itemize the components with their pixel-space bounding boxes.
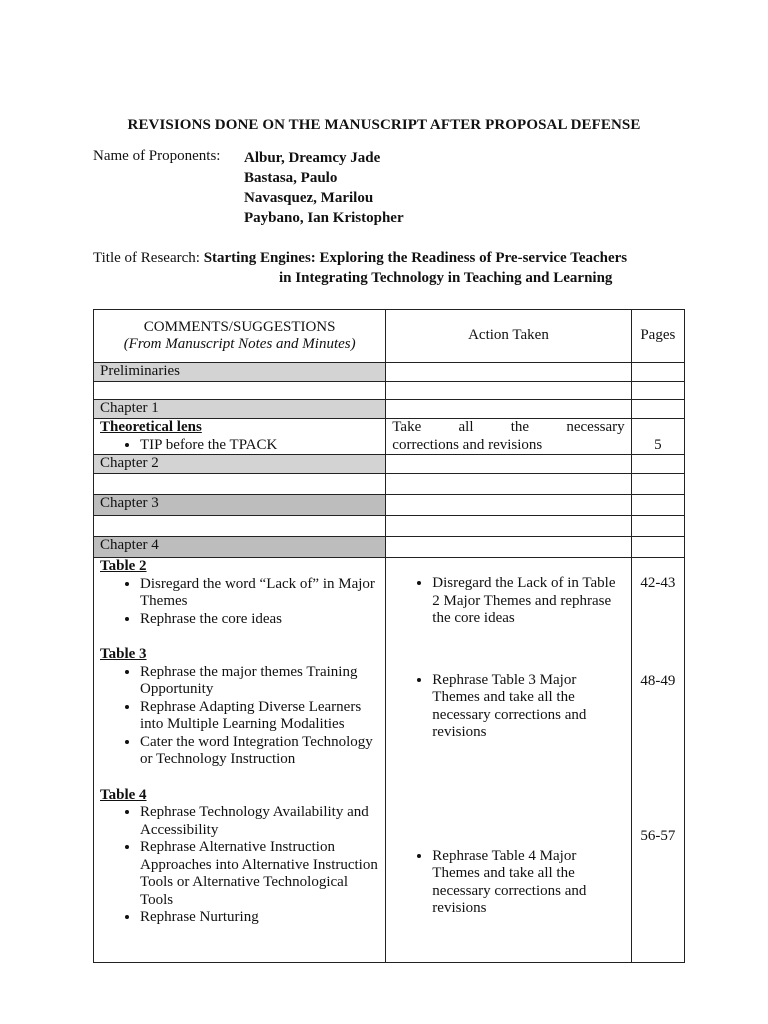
section-chapter4: Chapter 4 [94,537,386,558]
chapter4-pages [631,558,684,963]
chapter1-action-line2: corrections and revisions [392,436,543,453]
research-title-line2: in Integrating Technology in Teaching and Learning [279,270,613,286]
table2-pages: 42-43 [640,575,676,591]
chapter1-action-line1: Take all the necessary [392,419,625,435]
header-pages: Pages [631,310,684,363]
list-item: • Rephrase the major themes Training Opportunity [140,664,379,699]
section-chapter1: Chapter 1 [94,400,386,419]
table-row [94,382,685,400]
list-item: • TIP before the TPACK [140,437,379,455]
table-row [94,455,685,474]
proponent-name: Paybano, Ian Kristopher [244,210,404,226]
table-row [94,537,685,558]
table2-heading: Table 2 [100,558,147,574]
proponents-list [244,148,404,228]
revisions-table [93,309,685,963]
theoretical-lens-heading: Theoretical lens [100,419,202,435]
table-row [94,419,685,455]
list-item: • Cater the word Integration Technology or Technology Instruction [140,734,379,769]
section-chapter2: Chapter 2 [94,455,386,474]
research-title-block [93,248,627,288]
chapter1-action [386,419,631,455]
header-comments [94,310,386,363]
table-row [94,495,685,516]
list-item: • Rephrase the core ideas [140,611,379,629]
list-item: • Disregard the word “Lack of” in Major Themes [140,576,379,611]
table-row [94,400,685,419]
table3-pages: 48-49 [640,672,676,689]
proponent-name: Albur, Dreamcy Jade [244,150,381,166]
table3-heading: Table 3 [100,646,147,662]
section-preliminaries: Preliminaries [94,363,386,382]
section-chapter3: Chapter 3 [94,495,386,516]
list-item: • Rephrase Technology Availability and Accessibility [140,804,379,839]
list-item: • Rephrase Table 4 Major Themes and take all the necessary corrections and revisions [432,848,624,918]
header-action: Action Taken [386,310,631,363]
list-item: • Rephrase Nurturing [140,909,379,927]
table-row [94,516,685,537]
chapter1-page: 5 [631,419,684,455]
research-label: Title of Research: [93,250,200,266]
research-title-line1: Starting Engines: Exploring the Readiness of Pre-service Teachers [203,250,628,266]
document-title: REVISIONS DONE ON THE MANUSCRIPT AFTER PROPOSAL DEFENSE [127,117,641,133]
table-row [94,474,685,495]
table-header-row [94,310,685,363]
list-item: • Rephrase Alternative Instruction Approaches into Alternative Instruction Tools or Alternative Technological Tools [140,839,379,909]
chapter4-actions [386,558,631,963]
proponent-name: Navasquez, Marilou [244,190,374,206]
chapter4-comments [94,558,386,963]
proponents-label: Name of Proponents: [93,148,221,164]
list-item: • Rephrase Table 3 Major Themes and take all the necessary corrections and revisions [432,672,624,742]
header-comments-label: COMMENTS/SUGGESTIONS [143,318,336,335]
list-item: • Disregard the Lack of in Table 2 Major Themes and rephrase the core ideas [432,575,624,628]
header-comments-sub: (From Manuscript Notes and Minutes) [123,336,356,352]
chapter1-comments [94,419,386,455]
table4-heading: Table 4 [100,786,147,803]
table-row [94,363,685,382]
proponent-name: Bastasa, Paulo [244,170,338,186]
list-item: • Rephrase Adapting Diverse Learners into Multiple Learning Modalities [140,699,379,734]
table-row [94,558,685,963]
table4-pages: 56-57 [640,828,676,844]
